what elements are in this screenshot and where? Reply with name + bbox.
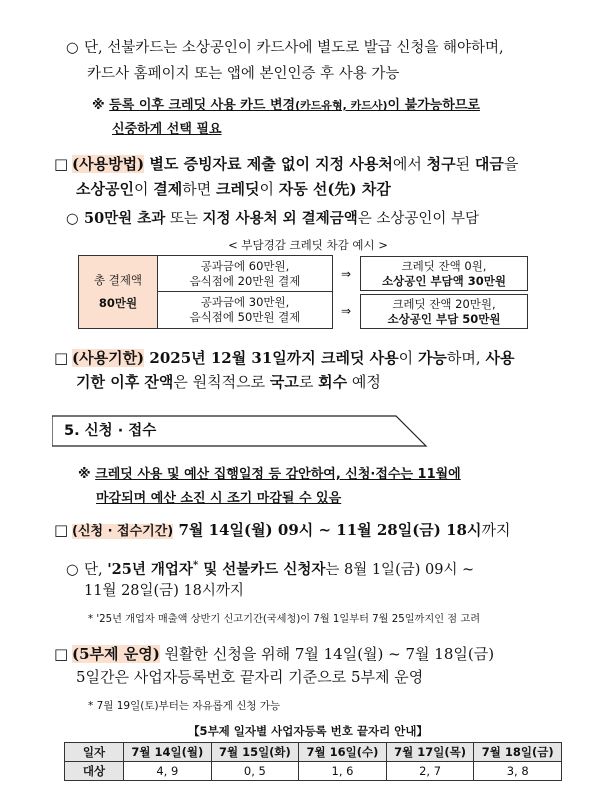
example-row2-l2: 음식점에 50만원 결제 (189, 310, 301, 324)
example-title: < 부담경감 크레딧 차감 예시 > (228, 238, 388, 252)
ref-mark-icon: ※ (78, 467, 91, 482)
schedule-date-cell: 7월 18일(금) (474, 743, 562, 762)
schedule-date-cell: 7월 16일(수) (299, 743, 387, 762)
example-res2-l1: 크레딧 잔액 20만원, (392, 296, 496, 311)
period-l2d: 로 (298, 373, 319, 391)
apply-tag: (신청 · 접수기간) (72, 524, 174, 539)
example-total-box (78, 255, 158, 329)
five-line1 (54, 644, 494, 664)
ref-mark-icon: ※ (92, 98, 105, 113)
note1-text-a: 등록 이후 크레딧 사용 카드 변경 (109, 98, 296, 113)
period-l2e: 회수 (318, 373, 348, 391)
five-footnote: * 7월 19일(토)부터는 자유롭게 신청 가능 (88, 700, 281, 712)
note2-text-1: 크레딧 사용 및 예산 집행일정 등 감안하여, 신청·접수는 11월에 (95, 467, 461, 482)
five-line2: 5일간은 사업자등록번호 끝자리 기준으로 5부제 운영 (76, 668, 424, 686)
five-a: 원활한 신청을 위해 7월 14일(월) ~ 7월 18일(금) (159, 645, 495, 663)
usage-tag: (사용방법) (72, 155, 145, 173)
note2-line1 (78, 465, 461, 485)
arrow-icon: ⇒ (341, 304, 352, 318)
five-day-schedule-table (64, 742, 562, 781)
schedule-date-cell: 7월 17일(목) (386, 743, 474, 762)
square-bullet-icon: □ (54, 645, 69, 663)
circle-bullet-icon: ○ (66, 40, 79, 56)
period-a: 2025년 12월 31일까지 크레딧 사용 (144, 349, 399, 367)
over-a: 50만원 초과 (84, 210, 166, 227)
period-l2b: 은 원칙적으로 (173, 373, 270, 391)
example-res2-box (360, 294, 528, 329)
circle-bullet-icon: ○ (66, 211, 79, 227)
schedule-head-label: 일자 (65, 743, 124, 762)
usage-l2a: 소상공인 (76, 180, 134, 198)
apply-sub-star: * (192, 560, 199, 571)
period-line1 (54, 348, 514, 368)
apply-a: 7월 14일(월) 09시 ~ 11월 28일(금) 18시 (173, 521, 482, 539)
period-l2c: 국고 (269, 373, 299, 391)
example-row1-box (157, 255, 333, 292)
period-l2f: 예정 (347, 373, 381, 391)
example-res1-box (360, 256, 528, 291)
schedule-digit-cell: 0, 5 (211, 762, 299, 781)
example-res1-l1: 크레딧 잔액 0원, (401, 258, 487, 273)
circle-bullet-icon: ○ (66, 561, 79, 578)
usage-l2g: 자동 선(先) 차감 (278, 180, 391, 198)
example-res2-l2: 소상공인 부담 50만원 (387, 311, 501, 326)
schedule-digit-cell: 2, 7 (386, 762, 474, 781)
period-c: 가능 (417, 349, 447, 367)
note1-text-b: (카드유형, 카드사) (295, 99, 388, 112)
period-l2a: 기한 이후 잔액 (76, 373, 174, 391)
square-bullet-icon: □ (54, 349, 69, 367)
period-e: 사용 (485, 349, 515, 367)
para1-line2: 카드사 홈페이지 또는 앱에 본인인증 후 사용 가능 (87, 66, 400, 82)
period-b: 이 (398, 349, 418, 367)
note1-text-c: 이 불가능하므로 (387, 98, 480, 113)
example-row2-l1: 공과금에 30만원, (200, 295, 290, 309)
example-row1-l2: 음식점에 20만원 결제 (189, 273, 301, 288)
example-total-label: 총 결제액 (93, 273, 143, 287)
para1-line1 (66, 38, 504, 58)
usage-t1: 별도 증빙자료 제출 없이 지정 사용처 (144, 155, 393, 173)
square-bullet-icon: □ (54, 155, 69, 173)
usage-l2b: 이 (133, 180, 154, 198)
note2-line2: 마감되며 예산 소진 시 조기 마감될 수 있음 (96, 491, 342, 506)
example-row1-l1: 공과금에 60만원, (200, 258, 290, 273)
usage-t6: 을 (503, 155, 519, 173)
apply-line (54, 520, 510, 542)
usage-l2c: 결제 (153, 180, 183, 198)
period-tag: (사용기한) (72, 349, 145, 367)
example-res1-l2: 소상공인 부담액 30만원 (382, 273, 506, 288)
example-total-value: 80만원 (98, 296, 138, 310)
five-table-title: 【5부제 일자별 사업자등록 번호 끝자리 안내】 (188, 724, 428, 738)
usage-t2: 에서 (392, 155, 427, 173)
arrow-icon: ⇒ (341, 267, 352, 281)
schedule-digit-cell: 4, 9 (124, 762, 212, 781)
usage-t3: 청구 (426, 155, 456, 173)
schedule-row-label: 대상 (65, 762, 124, 781)
usage-l2d: 하면 (182, 180, 216, 198)
period-line2 (76, 372, 381, 392)
usage-l2f: 이 (259, 180, 279, 198)
square-bullet-icon: □ (54, 521, 69, 539)
section5-title: 5. 신청 · 접수 (64, 423, 157, 439)
table-row (65, 762, 562, 781)
apply-sub-c: 및 선불카드 신청자 (198, 560, 326, 578)
usage-line1 (54, 154, 518, 174)
apply-sub-line2: 11월 28일(금) 18시까지 (84, 583, 244, 599)
apply-sub-line1 (66, 556, 474, 580)
over-d: 은 소상공인이 부담 (357, 211, 479, 227)
note1-line1 (92, 96, 480, 116)
schedule-digit-cell: 1, 6 (299, 762, 387, 781)
para1-text-1: 단, 선불카드는 소상공인이 카드사에 별도로 발급 신청을 해야하며, (84, 40, 504, 56)
apply-sub-b: '25년 개업자 (107, 560, 193, 578)
over-b: 또는 (165, 211, 203, 227)
schedule-digit-cell: 3, 8 (474, 762, 562, 781)
schedule-date-cell: 7월 14일(월) (124, 743, 212, 762)
table-row (65, 743, 562, 762)
over-c: 지정 사용처 외 결제금액 (202, 210, 358, 227)
usage-line2 (76, 179, 391, 199)
schedule-date-cell: 7월 15일(화) (211, 743, 299, 762)
five-tag: (5부제 운영) (72, 645, 160, 663)
apply-sub-a: 단, (84, 561, 108, 578)
apply-sub-d: 는 8월 1일(금) 09시 ~ (325, 561, 475, 578)
apply-b: 까지 (481, 521, 511, 539)
usage-t4: 된 (455, 155, 475, 173)
over-line (66, 209, 479, 229)
usage-l2e: 크레딧 (215, 180, 260, 198)
period-d: 하며, (446, 349, 486, 367)
note1-line2: 신중하게 선택 필요 (112, 122, 222, 137)
usage-t5: 대금 (474, 155, 504, 173)
example-row2-box (157, 291, 333, 329)
apply-sub-footnote: * '25년 개업자 매출액 상반기 신고기간(국세청)이 7월 1일부터 7월 25일까지인 점 고려 (88, 614, 481, 625)
